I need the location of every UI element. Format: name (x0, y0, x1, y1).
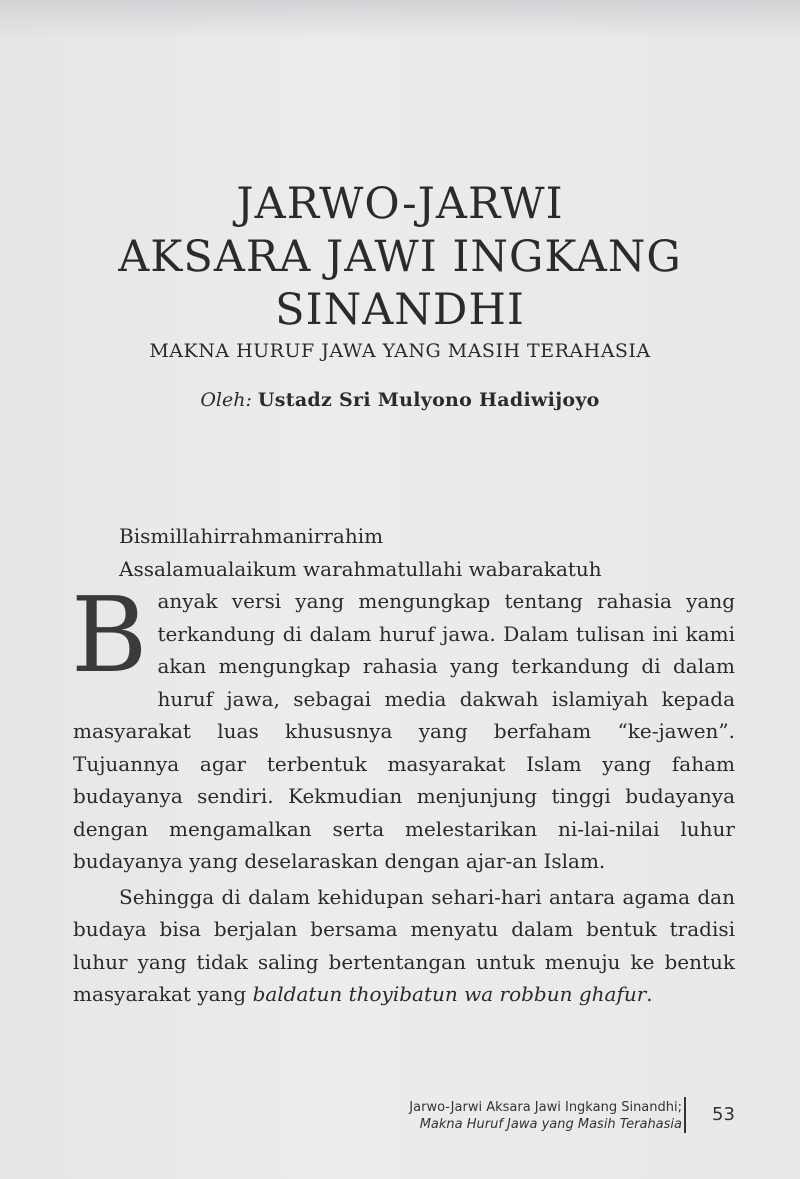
paragraph-2 (73, 881, 735, 1011)
opening-line-2: Assalamualaikum warahmatullahi wabarakatuh (119, 556, 602, 581)
paragraph-2-italic: baldatun thoyibatun wa robbun ghafur (252, 982, 647, 1006)
footer-divider (684, 1097, 686, 1133)
byline (0, 389, 800, 411)
running-title-line-1: Jarwo-Jarwi Aksara Jawi Ingkang Sinandhi; (409, 1100, 682, 1115)
body-text (73, 520, 735, 1011)
chapter-subtitle: MAKNA HURUF JAWA YANG MASIH TERAHASIA (149, 340, 651, 362)
paragraph-1 (71, 574, 735, 878)
byline-author: Ustadz Sri Mulyono Hadiwijoyo (257, 389, 600, 411)
drop-cap: B (71, 574, 148, 696)
title-line-1: JARWO-JARWI (236, 179, 564, 229)
paragraph-1-text: anyak versi yang mengungkap tentang rahasia yang terkandung di dalam huruf jawa. Dalam tulisan ini kami akan mengungkap rahasia yang terkandung di dalam huruf jawa, sebagai media dakwah islamiyah kepada masyarakat luas khususnya yang berfaham “ke-jawen”. Tujuannya agar terbentuk masyarakat Islam yang faham budayanya sendiri. Kekmudian menjunjung tinggi budayanya dengan mengamalkan serta melestarikan ni-lai-nilai luhur budayanya yang deselaraskan dengan ajar-an Islam. (73, 589, 735, 873)
title-line-2: AKSARA JAWI INGKANG (118, 232, 682, 282)
opening-line-1: Bismillahirrahmanirrahim (119, 524, 384, 548)
chapter-title (0, 178, 800, 337)
byline-prefix: Oleh: (200, 389, 252, 411)
running-title-line-2: Makna Huruf Jawa yang Masih Terahasia (419, 1117, 682, 1132)
paragraph-2-text: Sehingga di dalam kehidupan sehari-hari antara agama dan budaya bisa berjalan bersama menyatu dalam bentuk tradisi luhur yang tidak saling bertentangan untuk menuju ke bentuk masyarakat yang (73, 884, 735, 1006)
page-top-shadow (0, 0, 800, 40)
title-line-3: SINANDHI (275, 285, 525, 335)
paragraph-2-end: . (646, 982, 653, 1006)
page-number: 53 (712, 1104, 735, 1125)
running-footer (409, 1099, 682, 1133)
